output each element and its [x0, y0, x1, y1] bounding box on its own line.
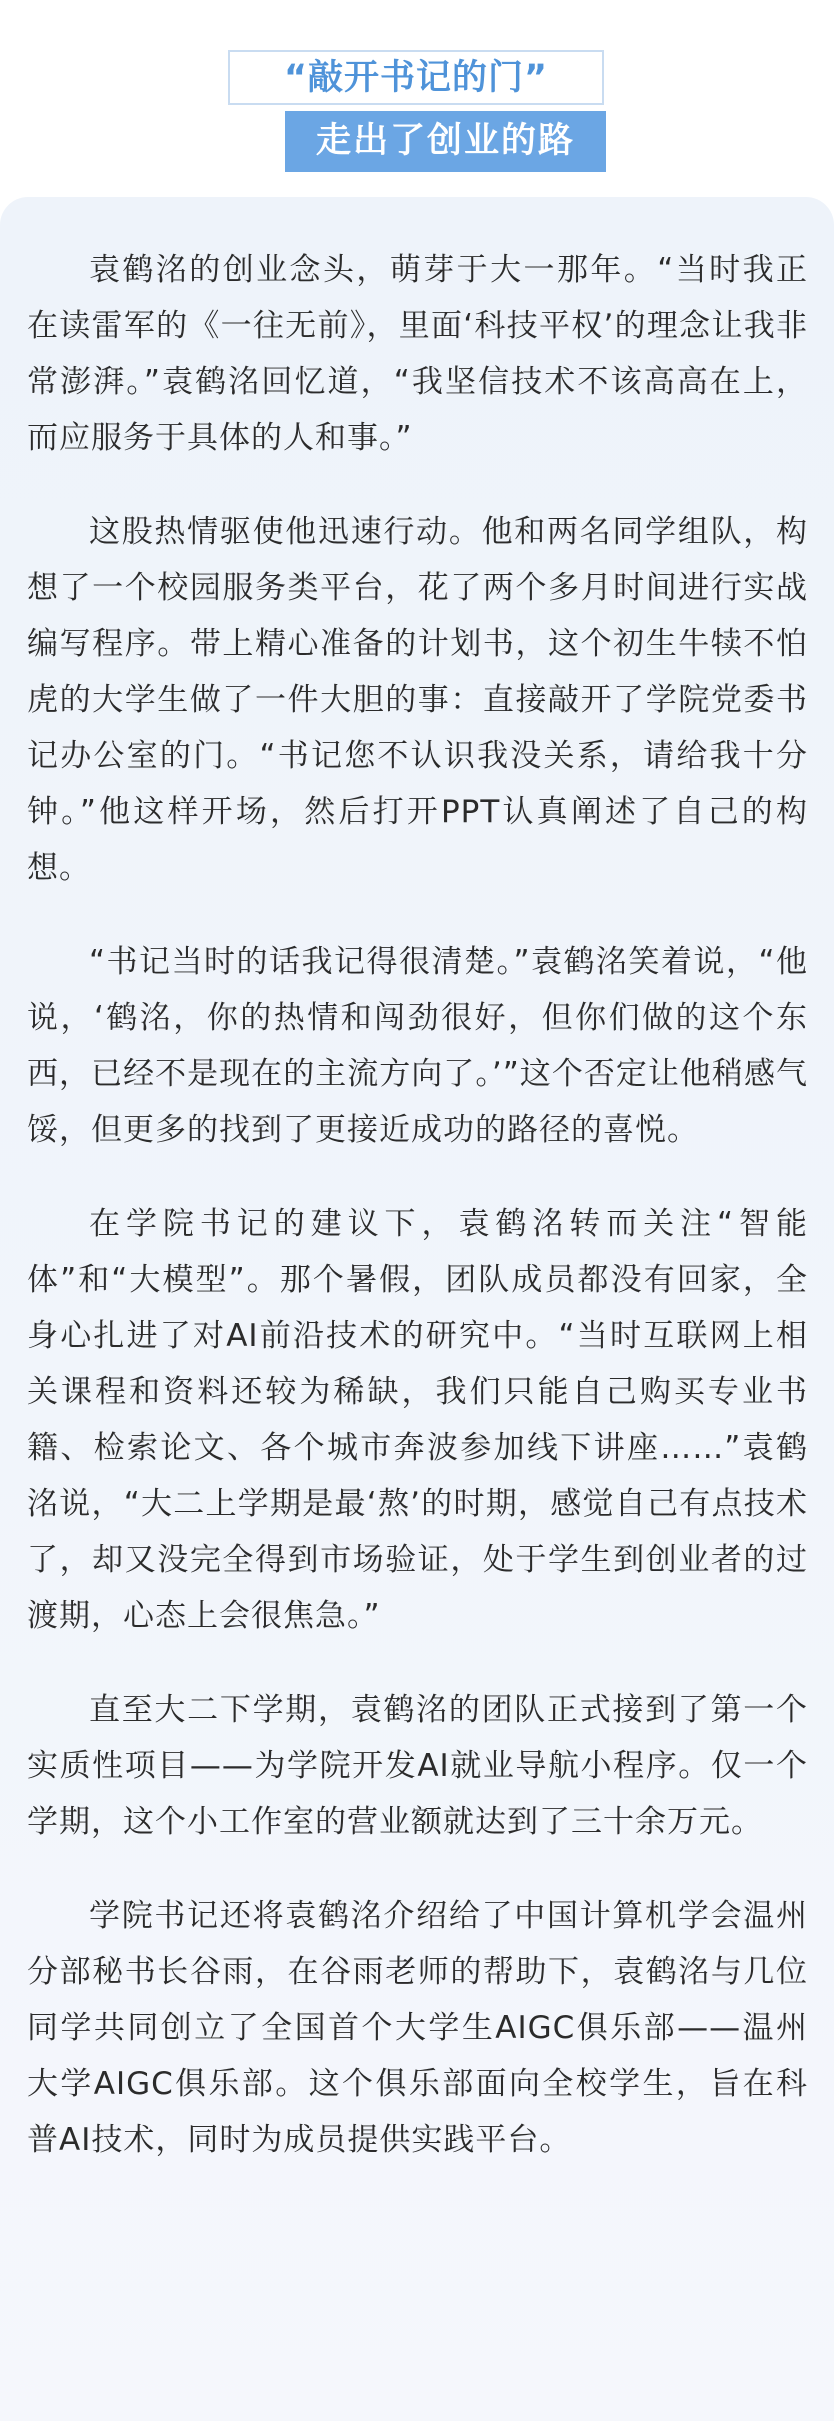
section-title-line2: 走出了创业的路: [285, 111, 606, 172]
paragraph-6: 学院书记还将袁鹤洺介绍给了中国计算机学会温州分部秘书长谷雨，在谷雨老师的帮助下，袁鹤洺与几位同学共同创立了全国首个大学生AIGC俱乐部——温州大学AIGC俱乐部。这个俱乐部面向全校学生，旨在科普AI技术，同时为成员提供实践平台。: [27, 1898, 808, 2158]
article-body-card: [0, 197, 834, 2421]
section-title: [228, 50, 606, 172]
paragraph-1: 袁鹤洺的创业念头，萌芽于大一那年。“当时我正在读雷军的《一往无前》，里面‘科技平权’的理念让我非常澎湃。”袁鹤洺回忆道，“我坚信技术不该高高在上，而应服务于具体的人和事。”: [27, 252, 808, 456]
paragraph-2: 这股热情驱使他迅速行动。他和两名同学组队，构想了一个校园服务类平台，花了两个多月时间进行实战编写程序。带上精心准备的计划书，这个初生牛犊不怕虎的大学生做了一件大胆的事：直接敲开了学院党委书记办公室的门。“书记您不认识我没关系，请给我十分钟。”他这样开场，然后打开PPT认真阐述了自己的构想。: [27, 514, 808, 886]
paragraph-3: “书记当时的话我记得很清楚。”袁鹤洺笑着说，“他说，‘鹤洺，你的热情和闯劲很好，但你们做的这个东西，已经不是现在的主流方向了。’”这个否定让他稍感气馁，但更多的找到了更接近成功的路径的喜悦。: [27, 944, 808, 1148]
paragraph-5: 直至大二下学期，袁鹤洺的团队正式接到了第一个实质性项目——为学院开发AI就业导航小程序。仅一个学期，这个小工作室的营业额就达到了三十余万元。: [27, 1692, 808, 1840]
paragraph-4: 在学院书记的建议下，袁鹤洺转而关注“智能体”和“大模型”。那个暑假，团队成员都没有回家，全身心扎进了对AI前沿技术的研究中。“当时互联网上相关课程和资料还较为稀缺，我们只能自己购买专业书籍、检索论文、各个城市奔波参加线下讲座……”袁鹤洺说，“大二上学期是最‘熬’的时期，感觉自己有点技术了，却又没完全得到市场验证，处于学生到创业者的过渡期，心态上会很焦急。”: [27, 1206, 808, 1634]
section-title-line1: “敲开书记的门”: [228, 50, 604, 105]
